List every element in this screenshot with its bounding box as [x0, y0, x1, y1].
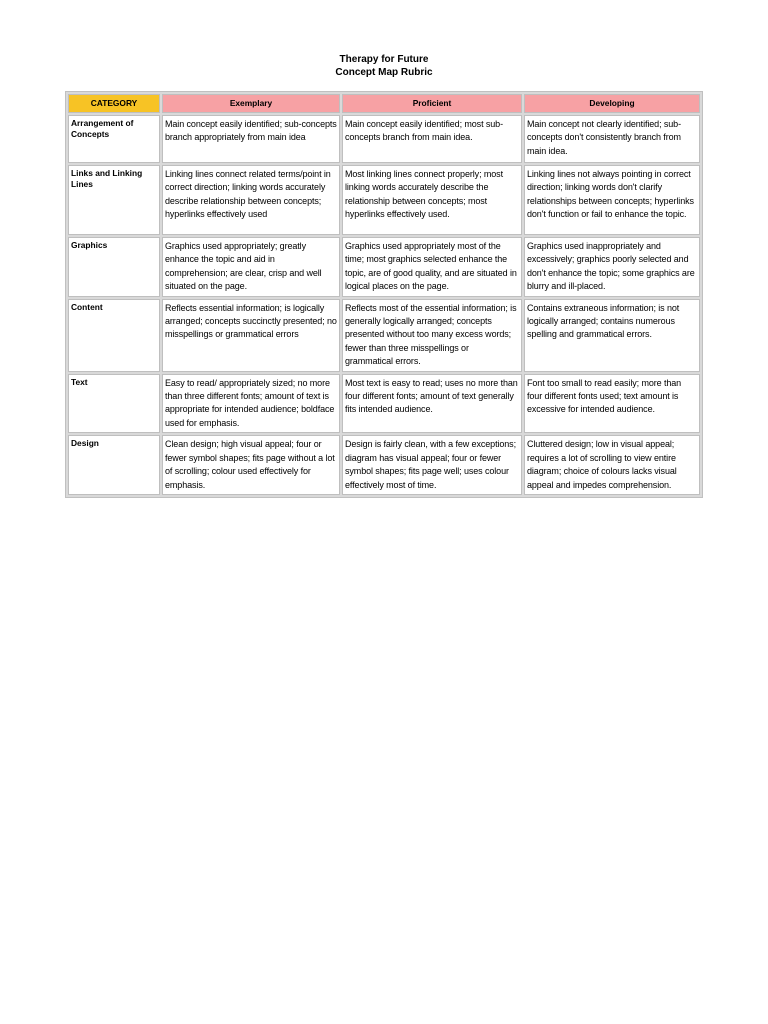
- developing-cell: Linking lines not always pointing in correct direction; linking words don't clarify relationships between concepts; hyperlinks don't function or fail to enhance the topic.: [524, 165, 700, 235]
- category-cell: Graphics: [68, 237, 160, 297]
- title-line-1: Therapy for Future: [339, 54, 429, 65]
- table-row: [68, 374, 700, 434]
- exemplary-cell: Main concept easily identified; sub-concepts branch appropriately from main idea: [162, 115, 340, 163]
- proficient-cell: Main concept easily identified; most sub-concepts branch from main idea.: [342, 115, 522, 163]
- exemplary-cell: Reflects essential information; is logically arranged; concepts succinctly presented; no misspellings or grammatical errors: [162, 299, 340, 372]
- category-cell: Arrangement of Concepts: [68, 115, 160, 163]
- table-row: [68, 435, 700, 495]
- title-line-2: Concept Map Rubric: [335, 67, 433, 78]
- category-cell: Text: [68, 374, 160, 434]
- table-row: [68, 299, 700, 372]
- rubric-body: [68, 115, 700, 495]
- proficient-cell: Graphics used appropriately most of the time; most graphics selected enhance the topic, are of good quality, and are situated in logical places on the page.: [342, 237, 522, 297]
- category-cell: Links and Linking Lines: [68, 165, 160, 235]
- developing-cell: Font too small to read easily; more than four different fonts used; text amount is excessive for intended audience.: [524, 374, 700, 434]
- rubric-header: [68, 94, 700, 113]
- category-cell: Content: [68, 299, 160, 372]
- category-cell: Design: [68, 435, 160, 495]
- table-row: [68, 115, 700, 163]
- developing-cell: Main concept not clearly identified; sub-concepts don't consistently branch from main idea.: [524, 115, 700, 163]
- developing-cell: Graphics used inappropriately and excessively; graphics poorly selected and don't enhance the topic; some graphics are blurry and ill-placed.: [524, 237, 700, 297]
- proficient-cell: Design is fairly clean, with a few exceptions; diagram has visual appeal; four or fewer symbol shapes; fits page well; uses colour effectively most of time.: [342, 435, 522, 495]
- header-category: CATEGORY: [68, 94, 160, 113]
- proficient-cell: Most linking lines connect properly; most linking words accurately describe the relationship between concepts; most hyperlinks effectively used.: [342, 165, 522, 235]
- header-exemplary: Exemplary: [162, 94, 340, 113]
- developing-cell: Contains extraneous information; is not logically arranged; contains numerous spelling and grammatical errors.: [524, 299, 700, 372]
- exemplary-cell: Linking lines connect related terms/point in correct direction; linking words accurately describe relationship between concepts; hyperlinks effectively used: [162, 165, 340, 235]
- table-row: [68, 237, 700, 297]
- document-title: [0, 53, 768, 79]
- header-row: [68, 94, 700, 113]
- table-row: [68, 165, 700, 235]
- proficient-cell: Reflects most of the essential information; is generally logically arranged; concepts presented without too many excess words; fewer than three misspellings or grammatical errors.: [342, 299, 522, 372]
- proficient-cell: Most text is easy to read; uses no more than four different fonts; amount of text generally fits intended audience.: [342, 374, 522, 434]
- exemplary-cell: Clean design; high visual appeal; four or fewer symbol shapes; fits page without a lot of scrolling; colour used effectively for emphasis.: [162, 435, 340, 495]
- rubric-table: [65, 91, 703, 498]
- developing-cell: Cluttered design; low in visual appeal; requires a lot of scrolling to view entire diagram; choice of colours lacks visual appeal and impedes comprehension.: [524, 435, 700, 495]
- header-proficient: Proficient: [342, 94, 522, 113]
- exemplary-cell: Easy to read/ appropriately sized; no more than three different fonts; amount of text is appropriate for intended audience; boldface used for emphasis.: [162, 374, 340, 434]
- exemplary-cell: Graphics used appropriately; greatly enhance the topic and aid in comprehension; are clear, crisp and well situated on the page.: [162, 237, 340, 297]
- header-developing: Developing: [524, 94, 700, 113]
